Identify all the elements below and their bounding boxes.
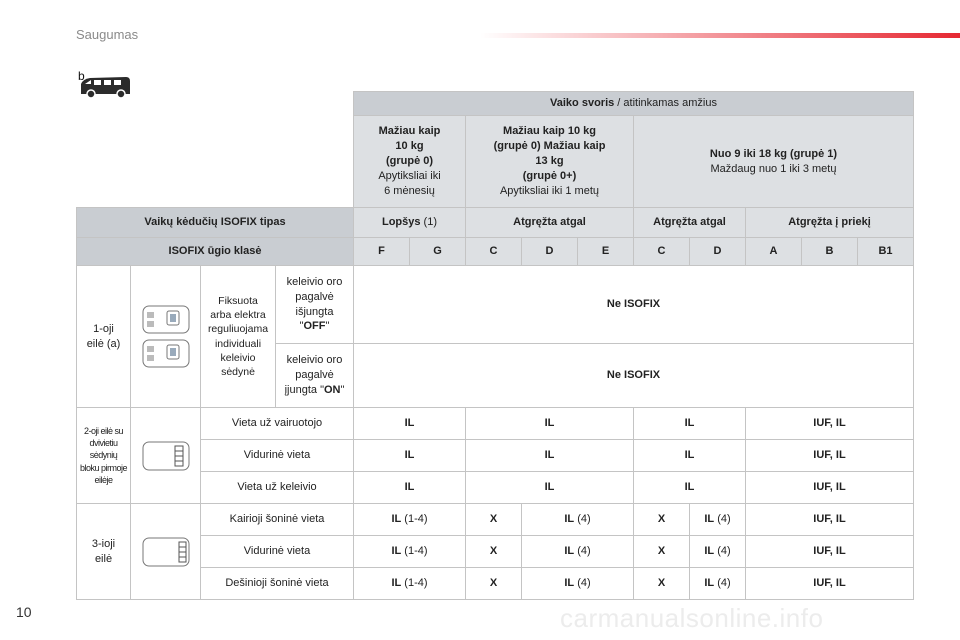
airbag-off-condition: keleivio oro pagalvė išjungta "OFF" <box>276 266 354 344</box>
class-cell: G <box>410 238 466 266</box>
isofix-cell: IUF, IL <box>746 408 914 440</box>
class-cell: D <box>690 238 746 266</box>
isofix-type-label: Vaikų kėdučių ISOFIX tipas <box>77 208 354 238</box>
watermark: carmanualsonline.info <box>560 603 824 633</box>
header-accent-bar <box>480 33 960 38</box>
row2-label: 2-oji eilė su dvivietiu sėdynių bloku pirmoje eilėje <box>77 408 131 504</box>
class-cell: B1 <box>858 238 914 266</box>
isofix-cell: IL <box>634 440 746 472</box>
row2-position: Vieta už keleivio <box>201 472 354 504</box>
isofix-cell: IUF, IL <box>746 568 914 600</box>
no-isofix-off: Ne ISOFIX <box>354 266 914 344</box>
row2-position: Vieta už vairuotojo <box>201 408 354 440</box>
class-cell: A <box>746 238 802 266</box>
row3-seat-diagram <box>131 504 201 600</box>
isofix-cell: IL <box>466 440 634 472</box>
isofix-cell: IL <box>354 440 466 472</box>
row1-seat-description: Fiksuota arba elektra reguliuojama individuali keleivio sėdynė <box>201 266 276 408</box>
row3-label: 3-ioji eilė <box>77 504 131 600</box>
row3-position: Kairioji šoninė vieta <box>201 504 354 536</box>
isofix-cell: IL <box>634 408 746 440</box>
row3-position: Dešinioji šoninė vieta <box>201 568 354 600</box>
isofix-cell: IL (1-4) <box>354 536 466 568</box>
class-cell: D <box>522 238 578 266</box>
class-cell: C <box>634 238 690 266</box>
group-0plus-header: Mažiau kaip 10 kg (grupė 0) Mažiau kaip 13 kg (grupė 0+) Apytiksliai iki 1 metų <box>466 116 634 208</box>
group-1-header: Nuo 9 iki 18 kg (grupė 1) Maždaug nuo 1 iki 3 metų <box>634 116 914 208</box>
class-cell: C <box>466 238 522 266</box>
airbag-on-condition: keleivio oro pagalvė įjungta "ON" <box>276 344 354 408</box>
row2-seat-diagram <box>131 408 201 504</box>
row1-label: 1-oji eilė (a) <box>77 266 131 408</box>
forward-facing-header: Atgręžta į priekį <box>746 208 914 238</box>
page-number: 10 <box>16 604 32 620</box>
isofix-cell: IL (4) <box>522 536 634 568</box>
front-seat-diagram-icon <box>137 302 195 372</box>
third-row-diagram-icon <box>137 535 195 569</box>
second-row-diagram-icon <box>137 439 195 473</box>
isofix-cell: IL (1-4) <box>354 504 466 536</box>
isofix-cell: IL (1-4) <box>354 568 466 600</box>
isofix-cell: X <box>466 536 522 568</box>
isofix-cell: IL (4) <box>522 504 634 536</box>
isofix-cell: IL <box>354 472 466 504</box>
weight-header: Vaiko svoris / atitinkamas amžius <box>354 92 914 116</box>
isofix-cell: X <box>466 568 522 600</box>
isofix-cell: X <box>466 504 522 536</box>
isofix-cell: IUF, IL <box>746 440 914 472</box>
class-cell: E <box>578 238 634 266</box>
isofix-cell: IL <box>354 408 466 440</box>
isofix-cell: IL (4) <box>690 536 746 568</box>
isofix-cell: IUF, IL <box>746 472 914 504</box>
isofix-class-label: ISOFIX ūgio klasė <box>77 238 354 266</box>
no-isofix-on: Ne ISOFIX <box>354 344 914 408</box>
isofix-cell: IL (4) <box>522 568 634 600</box>
isofix-cell: X <box>634 504 690 536</box>
isofix-cell: IL <box>634 472 746 504</box>
rear-facing-header-2: Atgręžta atgal <box>634 208 746 238</box>
isofix-cell: IUF, IL <box>746 504 914 536</box>
isofix-cell: IL (4) <box>690 504 746 536</box>
isofix-table <box>76 91 914 600</box>
class-cell: B <box>802 238 858 266</box>
group-0-header: Mažiau kaip 10 kg (grupė 0) Apytiksliai iki 6 mėnesių <box>354 116 466 208</box>
isofix-cell: IL <box>466 408 634 440</box>
cot-header: Lopšys (1) <box>354 208 466 238</box>
isofix-cell: IL <box>466 472 634 504</box>
row2-position: Vidurinė vieta <box>201 440 354 472</box>
isofix-cell: IL (4) <box>690 568 746 600</box>
variant-label: b <box>78 70 85 83</box>
section-title: Saugumas <box>76 27 139 42</box>
rear-facing-header-1: Atgręžta atgal <box>466 208 634 238</box>
row1-seat-diagram <box>131 266 201 408</box>
row3-position: Vidurinė vieta <box>201 536 354 568</box>
isofix-cell: IUF, IL <box>746 536 914 568</box>
isofix-cell: X <box>634 568 690 600</box>
isofix-cell: X <box>634 536 690 568</box>
class-cell: F <box>354 238 410 266</box>
